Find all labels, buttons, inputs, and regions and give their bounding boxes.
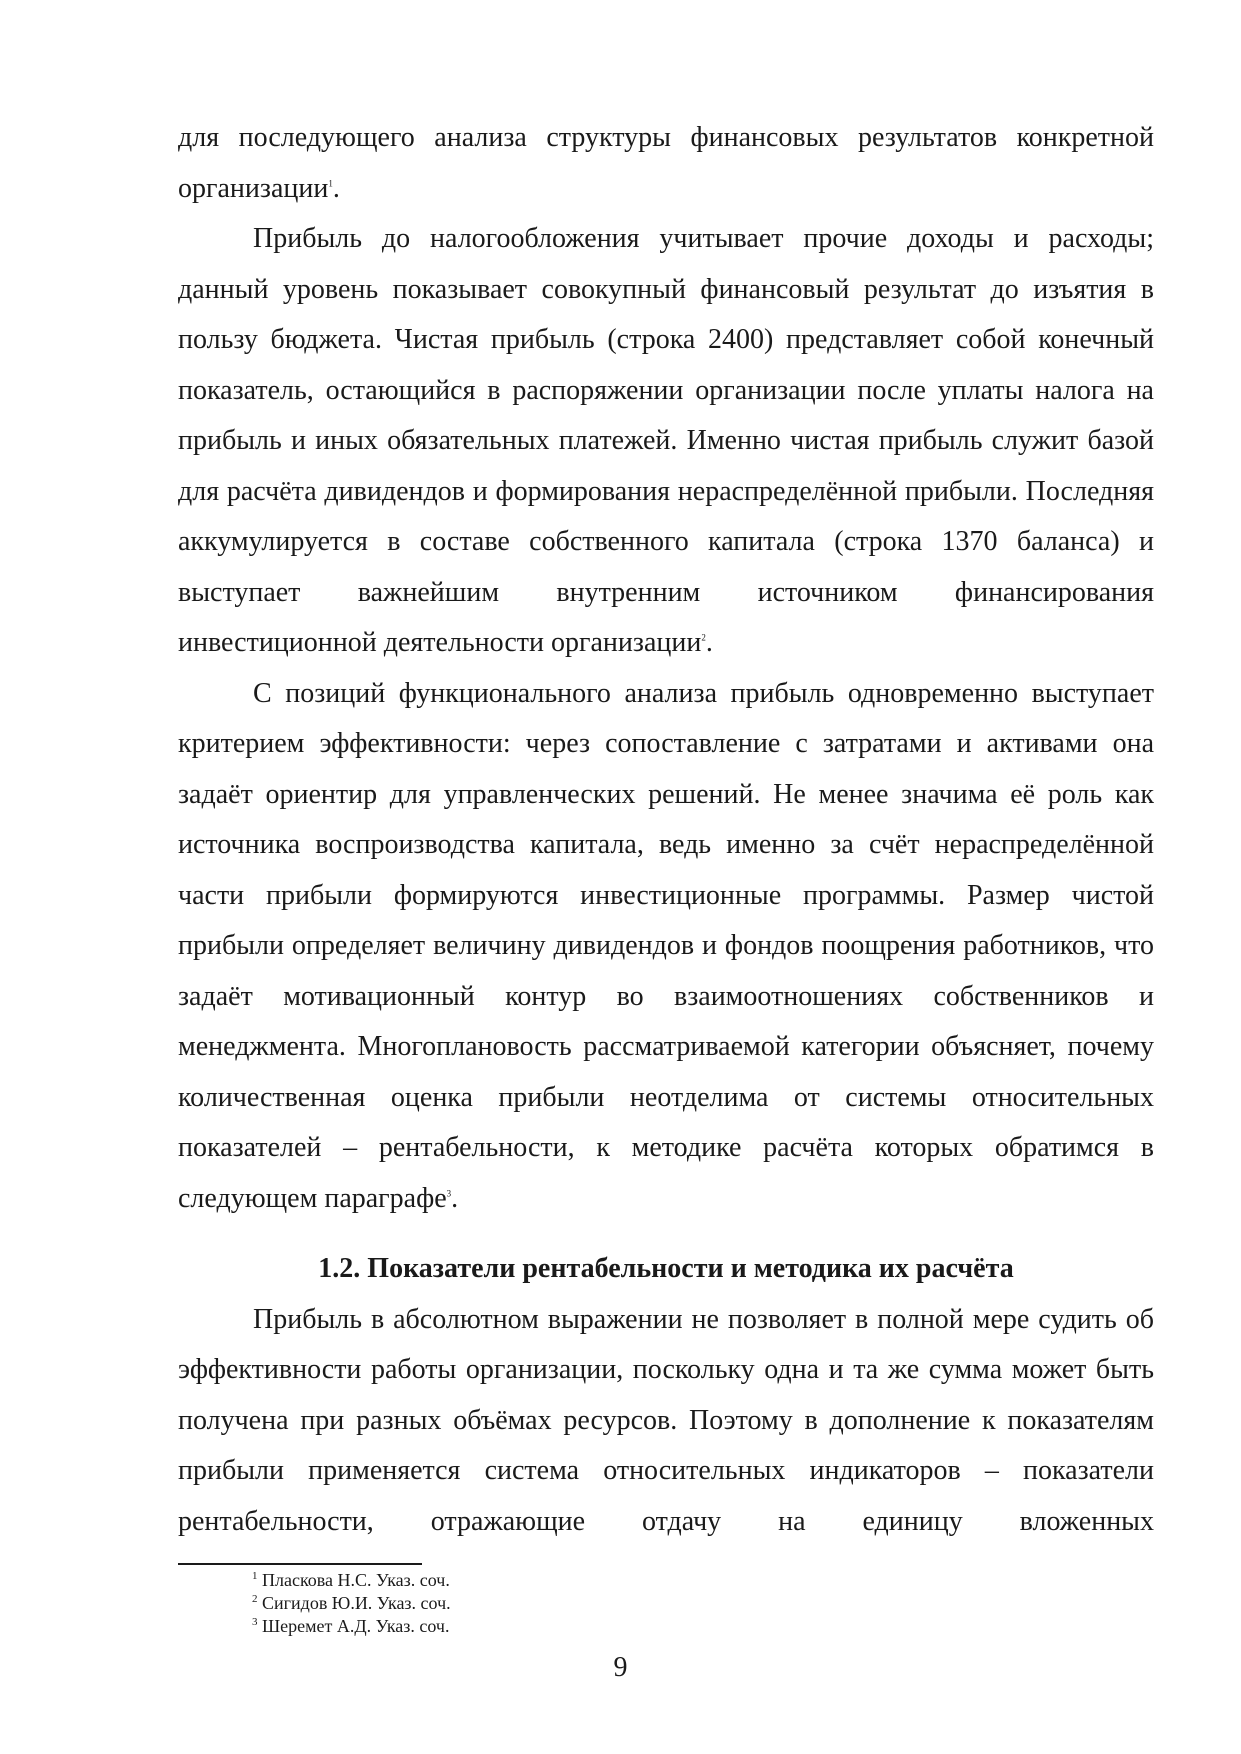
paragraph-3 [178,669,1154,1225]
footnote-text-2: Сигидов Ю.И. Указ. соч. [257,1593,451,1613]
paragraph-2 [178,214,1154,669]
page-body [178,113,1154,1547]
paragraph-2-text: Прибыль до налогообложения учитывает прочие доходы и расходы; данный уровень показывает совокупный финансовый результат до изъятия в пользу бюджета. Чистая прибыль (строка 2400) представляет собой конечный показатель, остающийся в распоряжении организации после уплаты налога на прибыль и иных обязательных платежей. Именно чистая прибыль служит базой для расчёта дивидендов и формирования нераспределённой прибыли. Последняя аккумулируется в составе собственного капитала (строка 1370 баланса) и выступает важнейшим внутренним источником финансирования инвестиционной деятельности организации [178,223,1154,658]
footnote-separator [178,1563,422,1565]
paragraph-3-text: С позиций функционального анализа прибыль одновременно выступает критерием эффективности: через сопоставление с затратами и активами она задаёт ориентир для управленческих решений. Не менее значима её роль как источника воспроизводства капитала, ведь именно за счёт нераспределённой части прибыли формируются инвестиционные программы. Размер чистой прибыли определяет величину дивидендов и фондов поощрения работников, что задаёт мотивационный контур во взаимоотношениях собственников и менеджмента. Многоплановость рассматриваемой категории объясняет, почему количественная оценка прибыли неотделима от системы относительных показателей – рентабельности, к методике расчёта которых обратимся в следующем параграфе [178,677,1154,1214]
paragraph-2-tail: . [705,627,713,658]
footnote-3 [252,1615,451,1638]
page-number: 9 [613,1652,628,1683]
paragraph-1 [178,113,1154,214]
footnote-ref-1[interactable]: 1 [328,178,333,189]
paragraph-3-tail: . [451,1182,459,1214]
footnote-number-3: 3 [252,1616,258,1628]
footnote-number-1: 1 [252,1570,258,1582]
footnotes [252,1569,451,1638]
footnote-2 [252,1592,451,1615]
footnote-1 [252,1569,451,1592]
footnote-ref-2[interactable]: 2 [701,632,706,643]
paragraph-1-text: для последующего анализа структуры финансовых результатов конкретной организации [178,122,1154,204]
section-heading: 1.2. Показатели рентабельности и методика их расчёта [318,1253,1014,1284]
section-paragraph: Прибыль в абсолютном выражении не позволяет в полной мере судить об эффективности работы организации, поскольку одна и та же сумма может быть получена при разных объёмах ресурсов. Поэтому в дополнение к показателям прибыли применяется система относительных индикаторов – показатели рентабельности, отражающие отдачу на единицу вложенных [178,1303,1154,1537]
footnote-ref-3[interactable]: 3 [446,1188,452,1199]
footnote-text-3: Шеремет А.Д. Указ. соч. [257,1616,450,1636]
footnote-text-1: Пласкова Н.С. Указ. соч. [257,1570,450,1590]
footnote-number-2: 2 [252,1593,258,1605]
paragraph-1-tail: . [332,172,340,204]
